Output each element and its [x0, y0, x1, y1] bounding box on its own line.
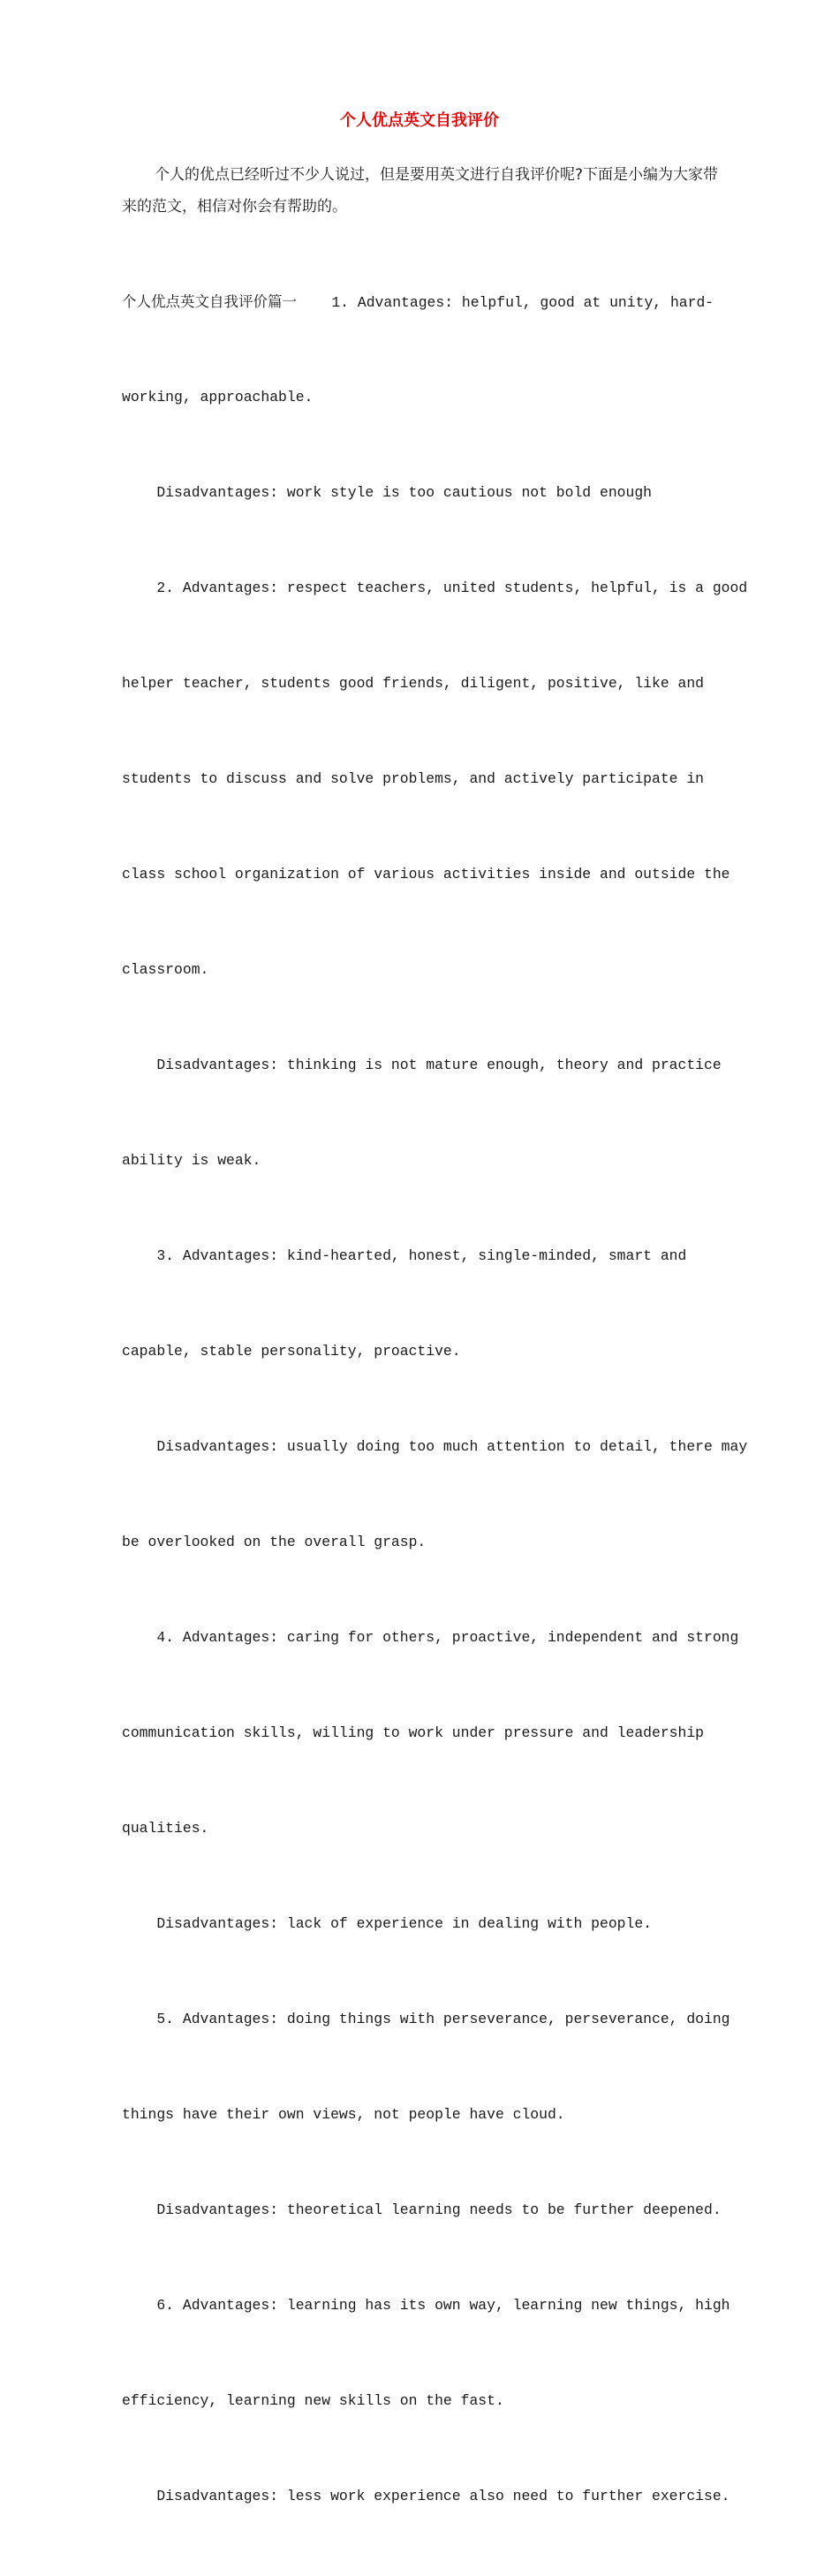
body-line: Disadvantages: work style is too cautious not bold enough: [122, 484, 652, 501]
page-title: 个人优点英文自我评价: [340, 111, 499, 130]
body-line: classroom.: [122, 961, 209, 978]
intro-block: [122, 159, 722, 223]
body-line: Disadvantages: usually doing too much attention to detail, there may: [122, 1438, 748, 1455]
body-line: Disadvantages: less work experience also need to further exercise.: [122, 2488, 730, 2504]
body-line: 4. Advantages: caring for others, proactive, independent and strong: [122, 1629, 739, 1646]
body-line: Disadvantages: theoretical learning needs to be further deepened.: [122, 2201, 722, 2218]
intro-paragraph: 个人的优点已经听过不少人说过，但是要用英文进行自我评价呢?下面是小编为大家带来的范文，相信对你会有帮助的。: [122, 166, 719, 216]
body-line: class school organization of various activities inside and outside the: [122, 866, 730, 883]
body-line: Disadvantages: thinking is not mature enough, theory and practice: [122, 1057, 722, 1073]
body-line: 2. Advantages: respect teachers, united students, helpful, is a good: [122, 580, 748, 596]
body-line: qualities.: [122, 1820, 209, 1837]
body-line: capable, stable personality, proactive.: [122, 1343, 461, 1360]
body-line: students to discuss and solve problems, and actively participate in: [122, 770, 705, 787]
body-line: 1. Advantages: helpful, good at unity, hard-: [297, 294, 714, 311]
body-line: helper teacher, students good friends, diligent, positive, like and: [122, 675, 705, 692]
section-heading: 个人优点英文自我评价篇一: [122, 293, 297, 310]
body-line: 6. Advantages: learning has its own way, learning new things, high: [122, 2297, 730, 2314]
body-line: Disadvantages: lack of experience in dealing with people.: [122, 1915, 652, 1932]
body-line: 5. Advantages: doing things with perseverance, perseverance, doing: [122, 2011, 730, 2027]
body-line: ability is weak.: [122, 1152, 261, 1169]
body-line: communication skills, willing to work under pressure and leadership: [122, 1724, 705, 1741]
body-line: working, approachable.: [122, 389, 314, 405]
body-line: efficiency, learning new skills on the fast.: [122, 2392, 504, 2409]
body-line: be overlooked on the overall grasp.: [122, 1534, 427, 1550]
body-line: things have their own views, not people have cloud.: [122, 2106, 565, 2123]
document-body: [122, 223, 748, 2576]
section-first-line: [122, 286, 722, 318]
body-line: 3. Advantages: kind-hearted, honest, single-minded, smart and: [122, 1247, 687, 1264]
